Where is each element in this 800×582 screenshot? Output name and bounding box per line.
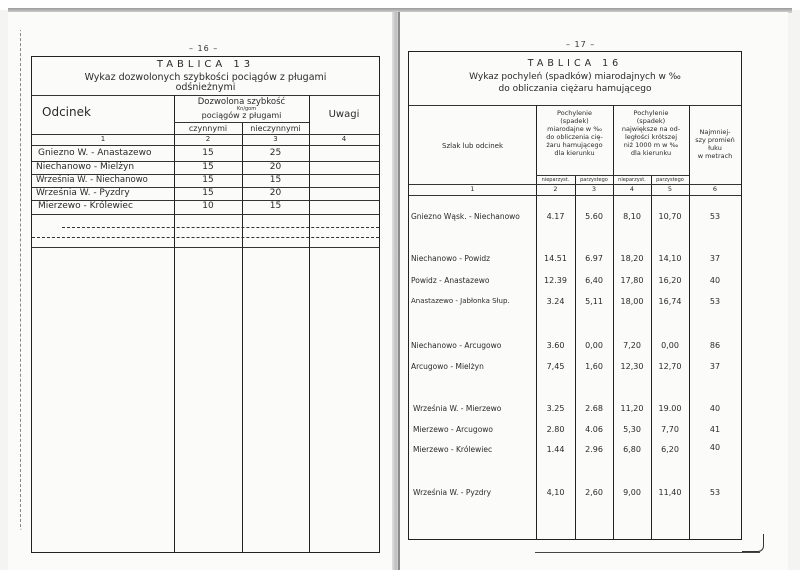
row-c5: 10,70 [658, 212, 682, 221]
column-number: 2 [205, 135, 211, 143]
column-number: 5 [667, 185, 673, 193]
row-c2: 4.17 [546, 212, 565, 221]
row-c5: 12,70 [658, 362, 682, 371]
header-group: pociągów z pługami [201, 111, 282, 120]
rule [32, 145, 379, 146]
row-c6: 40 [709, 443, 721, 452]
scan-margin-bottom [0, 570, 800, 582]
row-nieczynnymi: 20 [269, 162, 282, 172]
row-szlak: Mierzewo - Królewiec [413, 445, 493, 454]
row-c6: 53 [709, 297, 721, 306]
header-szlak: Szlak lub odcinek [442, 142, 503, 150]
rule [32, 95, 379, 96]
row-c6: 40 [709, 404, 721, 413]
row-c2: 3.24 [546, 297, 565, 306]
row-c4: 18,00 [620, 297, 644, 306]
row-nieczynnymi: 25 [269, 148, 282, 158]
row-szlak: Niechanowo - Powidz [411, 254, 491, 263]
header-line: Pochylenie [557, 109, 592, 117]
header-line: dla kierunku [630, 149, 672, 157]
subheader-nieparzyst: nieparzyst. [618, 177, 646, 183]
row-c5: 6,20 [661, 445, 679, 454]
row-odcinek: Września W. - Pyzdry [36, 188, 130, 198]
rule [32, 247, 379, 248]
row-nieczynnymi: 15 [269, 201, 282, 211]
row-c6: 86 [709, 341, 721, 350]
page-number-right: – 17 – [566, 40, 596, 49]
rule [409, 105, 741, 106]
header-group-miarodajne [536, 109, 613, 157]
row-szlak: Mierzewo - Arcugowo [413, 425, 493, 434]
row-odcinek: Mierzewo - Królewiec [38, 201, 133, 211]
row-c4: 5,30 [623, 425, 641, 434]
row-c2: 7,45 [546, 362, 565, 371]
header-group: Dozwolona szybkość [197, 97, 286, 107]
row-odcinek: Września W. - Niechanowo [36, 175, 148, 185]
row-c2: 14.51 [544, 254, 567, 263]
row-c5: 14,10 [658, 254, 682, 263]
row-c5: 16,20 [658, 276, 682, 285]
row-szlak: Anastazewo - Jabłonka Słup. [411, 297, 510, 305]
row-c2: 2.80 [546, 425, 565, 434]
column-number: 3 [591, 185, 597, 193]
header-line: do obliczenia cię- [546, 133, 603, 141]
subheader-nieparzyst: nieparzyst. [541, 177, 570, 183]
row-c6: 53 [709, 212, 721, 221]
row-c3: 0,00 [585, 341, 603, 350]
row-szlak: Września W. - Pyzdry [413, 488, 492, 497]
column-divider [575, 175, 576, 539]
rule [32, 214, 379, 215]
rule [409, 195, 741, 196]
header-line: Najmniej- [699, 128, 731, 136]
row-c5: 19.00 [658, 404, 682, 413]
row-c6: 41 [709, 425, 721, 434]
row-c5: 7,70 [661, 425, 679, 434]
row-c5: 11,40 [658, 488, 682, 497]
header-line: ległości krótszej [624, 133, 677, 141]
column-number: 4 [629, 185, 635, 193]
page-number-left: – 16 – [189, 44, 219, 53]
column-number: 2 [553, 185, 558, 193]
row-c2: 12.39 [544, 276, 567, 285]
row-nieczynnymi: 15 [269, 175, 282, 185]
row-odcinek: Gniezno W. - Anastazewo [38, 148, 152, 158]
row-szlak: Powidz - Anastazewo [411, 276, 490, 285]
row-szlak: Arcugowo - Mielżyn [411, 362, 484, 371]
header-group-najwieksze [613, 109, 689, 157]
subheader-parzystego: parzystego [656, 177, 684, 183]
row-c4: 8,10 [623, 212, 641, 221]
row-czynnymi: 15 [202, 162, 214, 172]
page-edge [20, 30, 22, 530]
table-16 [408, 51, 742, 540]
header-line: niż 1000 m w ‰ [623, 141, 679, 149]
rule [32, 237, 379, 238]
row-czynnymi: 15 [202, 188, 214, 198]
header-promien [689, 128, 741, 160]
row-czynnymi: 15 [202, 148, 214, 158]
row-c3: 5,11 [585, 297, 603, 306]
header-annotation: Kn/gom [236, 106, 257, 112]
row-czynnymi: 10 [202, 201, 214, 211]
row-c4: 11,20 [620, 404, 644, 413]
row-c6: 37 [709, 254, 721, 263]
row-c3: 2.68 [585, 404, 603, 413]
rule [62, 227, 379, 228]
row-c4: 18,20 [620, 254, 644, 263]
row-nieczynnymi: 20 [269, 188, 282, 198]
column-number: 4 [341, 135, 347, 143]
row-c3: 2.96 [585, 445, 603, 454]
column-divider [689, 105, 690, 539]
row-c4: 12,30 [620, 362, 644, 371]
column-divider [536, 105, 537, 539]
table-subtitle [409, 71, 741, 95]
row-czynnymi: 15 [202, 175, 214, 185]
column-number: 1 [100, 135, 106, 143]
header-line: Pochylenie [633, 109, 669, 117]
subtitle-line: Wykaz dozwolonych szybkości pociągów z pługami [84, 72, 327, 83]
row-c6: 53 [709, 488, 721, 497]
row-odcinek: Niechanowo - Mielżyn [36, 162, 135, 172]
header-line: (spadek) [636, 117, 666, 125]
row-c5: 16,74 [658, 297, 682, 306]
subheader-parzystego: parzystego [580, 177, 608, 183]
row-c3: 6,40 [585, 276, 603, 285]
page-edge-bottom [535, 552, 760, 553]
header-line: szy promień [695, 136, 735, 144]
header-line: dla kierunku [554, 149, 595, 157]
header-line: (spadek) [560, 117, 589, 125]
row-c3: 1,60 [585, 362, 603, 371]
table-title: TABLICA 16 [527, 58, 623, 69]
row-c4: 6,80 [623, 445, 641, 454]
header-line: największe na od- [621, 125, 681, 133]
row-c3: 2,60 [585, 488, 603, 497]
row-c3: 4.06 [585, 425, 603, 434]
header-uwagi: Uwagi [328, 109, 360, 120]
page-curl [742, 534, 764, 552]
header-line: miarodajne w ‰ [547, 125, 602, 133]
column-divider [651, 175, 652, 539]
table-13 [31, 56, 380, 553]
header-line: łuku [708, 144, 722, 152]
rule [536, 175, 689, 176]
table-title: TABLICA 13 [156, 59, 255, 70]
column-number: 6 [712, 185, 718, 193]
column-divider [613, 105, 614, 539]
row-c6: 40 [709, 276, 721, 285]
row-c2: 3.60 [546, 341, 565, 350]
column-number: 1 [470, 185, 475, 193]
row-c2: 1.44 [546, 445, 565, 454]
header-line: w metrach [697, 152, 733, 160]
subtitle-line: odśnieżnymi [175, 82, 236, 93]
row-szlak: Września W. - Mierzewo [413, 404, 502, 413]
column-number: 3 [273, 135, 278, 143]
row-c5: 0,00 [661, 341, 679, 350]
header-czynnymi: czynnymi [188, 124, 228, 133]
row-szlak: Gniezno Wąsk. - Niechanowo [411, 212, 520, 221]
row-c4: 9,00 [623, 488, 641, 497]
row-c3: 5.60 [585, 212, 603, 221]
subtitle-line: Wykaz pochyleń (spadków) miarodajnych w ‰ [469, 72, 681, 82]
row-szlak: Niechanowo - Arcugowo [411, 341, 502, 350]
row-c2: 4,10 [546, 488, 565, 497]
header-nieczynnymi: nieczynnymi [250, 124, 301, 133]
row-c4: 7,20 [623, 341, 641, 350]
header-odcinek: Odcinek [42, 105, 91, 119]
row-c2: 3.25 [546, 404, 565, 413]
row-c4: 17,80 [620, 276, 644, 285]
table-subtitle [32, 73, 379, 93]
column-divider [309, 95, 310, 552]
subtitle-line: do obliczania ciężaru hamującego [498, 84, 652, 94]
row-c6: 37 [709, 362, 721, 371]
header-line: żaru hamującego [546, 141, 603, 149]
rule [174, 122, 309, 123]
row-c3: 6.97 [585, 254, 603, 263]
